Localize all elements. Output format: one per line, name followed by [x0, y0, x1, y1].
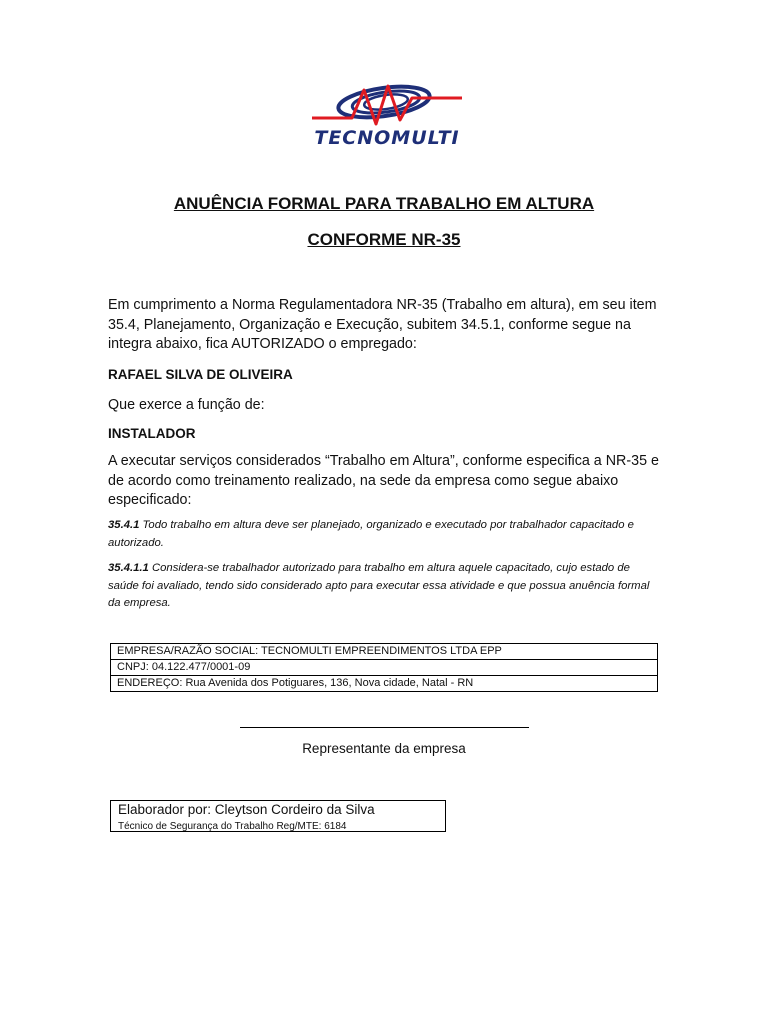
intro-paragraph: Em cumprimento a Norma Regulamentadora NR-35 (Trabalho em altura), em seu item 35.4, Planejamento, Organização e Execução, subitem 34.5.1, conforme segue na integra abaixo, fica AUTORIZADO o empregado: [108, 297, 657, 352]
author-name: Elaborador por: Cleytson Cordeiro da Silva [118, 802, 375, 817]
table-row [111, 660, 658, 676]
norm-code: 35.4.1.1 [108, 562, 149, 574]
document-title: ANUÊNCIA FORMAL PARA TRABALHO EM ALTURA [173, 194, 595, 213]
company-name-cell: EMPRESA/RAZÃO SOCIAL: TECNOMULTI EMPREENDIMENTOS LTDA EPP [111, 644, 658, 660]
cnpj-cell: CNPJ: 04.122.477/0001-09 [111, 660, 658, 676]
company-info-table [110, 643, 658, 692]
signature-line [240, 727, 529, 728]
execution-paragraph: A executar serviços considerados “Trabalho em Altura”, conforme especifica a NR-35 e de acordo como treinamento realizado, na sede da empresa como segue abaixo especificado: [108, 453, 659, 508]
function-name: INSTALADOR [108, 426, 196, 441]
author-box [110, 800, 446, 832]
company-logo [292, 78, 482, 152]
table-row [111, 644, 658, 660]
norm-item [108, 517, 660, 552]
employee-name: RAFAEL SILVA DE OLIVEIRA [108, 367, 293, 382]
address-cell: ENDEREÇO: Rua Avenida dos Potiguares, 136, Nova cidade, Natal - RN [111, 676, 658, 692]
norm-text: Considera-se trabalhador autorizado para trabalho em altura aquele capacitado, cujo estado de saúde foi avaliado, tendo sido considerado apto para executar essa atividade e que possua anuência formal da empresa. [108, 562, 650, 609]
norm-text: Todo trabalho em altura deve ser planejado, organizado e executado por trabalhador capacitado e autorizado. [108, 519, 634, 549]
table-row [111, 676, 658, 692]
logo-text: TECNOMULTI [314, 127, 460, 149]
document-subtitle: CONFORME NR-35 [307, 230, 461, 249]
function-prompt: Que exerce a função de: [108, 397, 265, 413]
norm-code: 35.4.1 [108, 519, 140, 531]
norm-item [108, 560, 660, 613]
author-role: Técnico de Segurança do Trabalho Reg/MTE: 6184 [118, 821, 347, 832]
signature-label: Representante da empresa [302, 741, 466, 756]
